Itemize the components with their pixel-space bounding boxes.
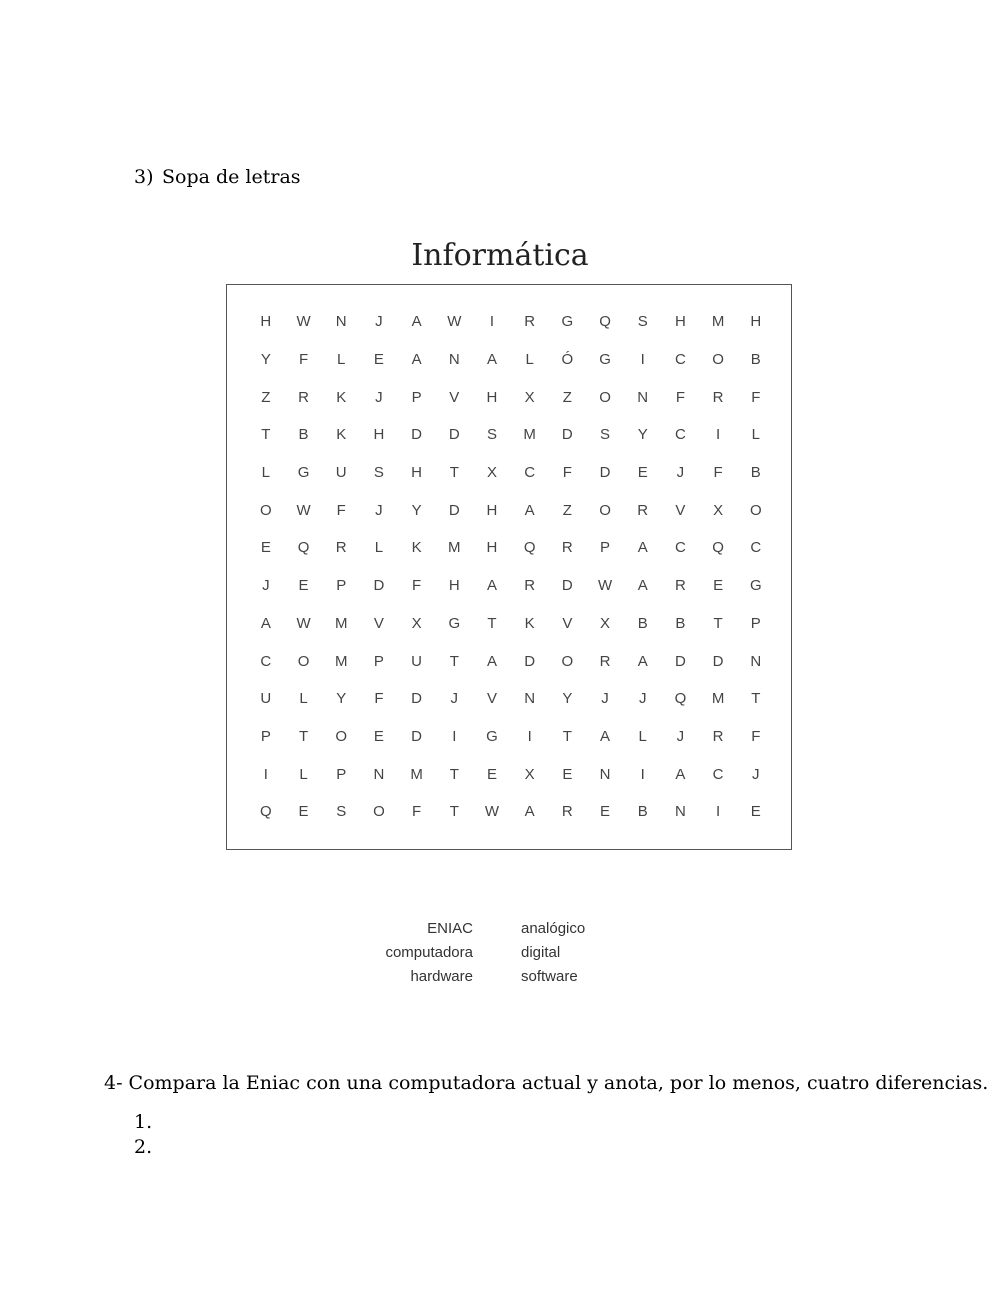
grid-cell[interactable]: E xyxy=(373,351,384,369)
grid-cell[interactable]: X xyxy=(524,765,535,783)
grid-cell[interactable]: Y xyxy=(562,690,573,708)
grid-cell[interactable]: A xyxy=(524,501,535,519)
grid-cell[interactable]: K xyxy=(336,426,347,444)
grid-cell[interactable]: G xyxy=(749,577,762,595)
grid-cell[interactable]: P xyxy=(411,388,422,406)
grid-cell[interactable]: S xyxy=(637,313,648,331)
word-list-item: ENIAC xyxy=(427,920,473,937)
grid-cell[interactable]: H xyxy=(260,313,272,331)
grid-cell[interactable]: P xyxy=(336,765,347,783)
grid-cell[interactable]: B xyxy=(637,803,648,821)
grid-cell[interactable]: J xyxy=(676,727,685,745)
grid-cell[interactable]: O xyxy=(260,501,272,519)
grid-cell[interactable]: E xyxy=(373,727,384,745)
grid-cell[interactable]: P xyxy=(373,652,384,670)
grid-cell[interactable]: I xyxy=(527,727,532,745)
grid-cell[interactable]: H xyxy=(750,313,762,331)
grid-cell[interactable]: R xyxy=(712,388,724,406)
grid-cell[interactable]: J xyxy=(601,690,609,708)
grid-cell[interactable]: J xyxy=(638,690,647,708)
word-list-item: software xyxy=(521,968,578,985)
grid-cell[interactable]: P xyxy=(600,539,611,557)
grid-cell[interactable]: E xyxy=(298,577,309,595)
grid-cell[interactable]: S xyxy=(336,803,347,821)
grid-cell[interactable]: P xyxy=(336,577,347,595)
grid-cell[interactable]: L xyxy=(299,690,308,708)
grid-cell[interactable]: G xyxy=(448,614,461,632)
grid-cell[interactable]: H xyxy=(373,426,385,444)
grid-cell[interactable]: N xyxy=(335,313,347,331)
grid-cell[interactable]: M xyxy=(711,690,725,708)
grid-cell[interactable]: I xyxy=(640,351,645,369)
grid-cell[interactable]: E xyxy=(600,803,611,821)
grid-cell[interactable]: F xyxy=(562,464,572,482)
grid-cell[interactable]: O xyxy=(749,501,762,519)
grid-cell[interactable]: A xyxy=(411,313,422,331)
grid-cell[interactable]: U xyxy=(411,652,423,670)
grid-cell[interactable]: P xyxy=(260,727,271,745)
grid-cell[interactable]: O xyxy=(297,652,310,670)
grid-cell[interactable]: R xyxy=(524,577,536,595)
grid-cell[interactable]: A xyxy=(637,652,648,670)
grid-cell[interactable]: E xyxy=(637,464,648,482)
grid-cell[interactable]: E xyxy=(260,539,271,557)
grid-cell[interactable]: T xyxy=(449,765,459,783)
grid-cell[interactable]: C xyxy=(674,351,686,369)
grid-cell[interactable]: T xyxy=(487,614,497,632)
grid-cell[interactable]: J xyxy=(262,577,270,595)
grid-cell[interactable]: Q xyxy=(297,539,310,557)
grid-cell[interactable]: M xyxy=(711,313,725,331)
grid-cell[interactable]: E xyxy=(713,577,724,595)
grid-cell[interactable]: C xyxy=(712,765,724,783)
grid-cell[interactable]: L xyxy=(525,351,534,369)
grid-cell[interactable]: D xyxy=(561,577,573,595)
grid-cell[interactable]: D xyxy=(448,501,460,519)
grid-cell[interactable]: O xyxy=(599,501,611,519)
grid-cell[interactable]: E xyxy=(750,803,761,821)
grid-cell[interactable]: L xyxy=(261,464,271,482)
grid-cell[interactable]: K xyxy=(336,388,347,406)
grid-cell[interactable]: A xyxy=(524,803,535,821)
grid-cell[interactable]: J xyxy=(676,464,685,482)
grid-cell[interactable]: F xyxy=(751,727,761,745)
grid-cell[interactable]: T xyxy=(449,464,459,482)
grid-cell[interactable]: L xyxy=(337,351,346,369)
grid-cell[interactable]: T xyxy=(562,727,572,745)
grid-cell[interactable]: J xyxy=(752,765,760,783)
grid-cell[interactable]: N xyxy=(674,803,686,821)
grid-cell[interactable]: D xyxy=(524,652,536,670)
answer-item-2: 2. xyxy=(134,1136,153,1158)
section-3-title: Sopa de letras xyxy=(162,166,301,188)
grid-cell[interactable]: F xyxy=(374,690,384,708)
grid-cell[interactable]: H xyxy=(486,388,498,406)
grid-cell[interactable]: F xyxy=(713,464,723,482)
grid-cell[interactable]: D xyxy=(561,426,573,444)
grid-cell[interactable]: L xyxy=(374,539,384,557)
grid-cell[interactable]: D xyxy=(674,652,686,670)
grid-cell[interactable]: W xyxy=(484,803,500,821)
grid-cell[interactable]: F xyxy=(412,577,422,595)
grid-cell[interactable]: C xyxy=(260,652,272,670)
grid-cell[interactable]: R xyxy=(298,388,309,406)
section-3-number: 3) xyxy=(134,166,154,188)
grid-cell[interactable]: Q xyxy=(712,539,724,557)
grid-cell[interactable]: K xyxy=(524,614,535,632)
grid-cell[interactable]: J xyxy=(375,313,383,331)
grid-cell[interactable]: W xyxy=(296,501,311,519)
grid-cell[interactable]: L xyxy=(299,765,308,783)
word-search-grid xyxy=(247,303,775,831)
grid-cell[interactable]: P xyxy=(750,614,761,632)
grid-cell[interactable]: N xyxy=(373,765,385,783)
grid-cell[interactable]: Q xyxy=(674,690,687,708)
grid-cell[interactable]: C xyxy=(750,539,762,557)
grid-cell[interactable]: Z xyxy=(562,388,572,406)
grid-cell[interactable]: E xyxy=(298,803,309,821)
grid-cell[interactable]: D xyxy=(712,652,724,670)
grid-cell[interactable]: F xyxy=(412,803,422,821)
grid-cell[interactable]: Q xyxy=(260,803,272,821)
grid-cell[interactable]: B xyxy=(637,614,648,632)
grid-cell[interactable]: R xyxy=(561,539,573,557)
grid-cell[interactable]: G xyxy=(486,727,498,745)
grid-cell[interactable]: M xyxy=(523,426,536,444)
grid-cell[interactable]: A xyxy=(637,577,648,595)
grid-cell[interactable]: Z xyxy=(261,388,271,406)
grid-cell[interactable]: A xyxy=(411,351,422,369)
grid-cell[interactable]: X xyxy=(600,614,611,632)
grid-cell[interactable]: F xyxy=(675,388,685,406)
grid-cell[interactable]: T xyxy=(751,690,761,708)
grid-cell[interactable]: U xyxy=(260,690,272,708)
grid-cell[interactable]: V xyxy=(486,690,497,708)
grid-cell[interactable]: G xyxy=(561,313,574,331)
grid-cell[interactable]: B xyxy=(298,426,309,444)
grid-cell[interactable]: E xyxy=(562,765,573,783)
grid-cell[interactable]: H xyxy=(411,464,423,482)
grid-cell[interactable]: T xyxy=(713,614,723,632)
grid-cell[interactable]: R xyxy=(335,539,347,557)
grid-cell[interactable]: S xyxy=(486,426,497,444)
grid-cell[interactable]: D xyxy=(411,727,423,745)
grid-cell[interactable]: C xyxy=(674,539,686,557)
grid-cell[interactable]: A xyxy=(486,652,497,670)
grid-cell[interactable]: V xyxy=(675,501,686,519)
puzzle-title: Informática xyxy=(411,238,589,273)
grid-cell[interactable]: I xyxy=(452,727,457,745)
grid-cell[interactable]: H xyxy=(674,313,686,331)
grid-cell[interactable]: J xyxy=(450,690,459,708)
grid-cell[interactable]: O xyxy=(712,351,724,369)
grid-cell[interactable]: U xyxy=(335,464,347,482)
grid-cell[interactable]: W xyxy=(296,614,311,632)
word-list-left-column xyxy=(273,918,473,990)
section-3-heading xyxy=(134,166,301,188)
grid-cell[interactable]: M xyxy=(334,652,348,670)
grid-cell[interactable]: B xyxy=(675,614,686,632)
grid-cell[interactable]: S xyxy=(600,426,611,444)
grid-cell[interactable]: O xyxy=(599,388,611,406)
grid-cell[interactable]: Z xyxy=(562,501,572,519)
grid-cell[interactable]: D xyxy=(448,426,460,444)
grid-cell[interactable]: X xyxy=(486,464,497,482)
grid-cell[interactable]: W xyxy=(597,577,613,595)
grid-cell[interactable]: D xyxy=(411,690,423,708)
grid-cell[interactable]: Ó xyxy=(561,351,574,369)
grid-cell[interactable]: T xyxy=(449,652,459,670)
grid-cell[interactable]: Y xyxy=(637,426,648,444)
grid-cell[interactable]: H xyxy=(486,539,498,557)
grid-cell[interactable]: X xyxy=(524,388,535,406)
grid-cell[interactable]: O xyxy=(335,727,348,745)
answer-list xyxy=(134,1110,152,1160)
grid-cell[interactable]: R xyxy=(637,501,649,519)
grid-cell[interactable]: A xyxy=(637,539,648,557)
grid-cell[interactable]: Y xyxy=(260,351,271,369)
grid-cell[interactable]: N xyxy=(599,765,611,783)
word-search-grid-box xyxy=(226,284,792,850)
grid-cell[interactable]: V xyxy=(449,388,460,406)
grid-cell[interactable]: H xyxy=(448,577,460,595)
grid-cell[interactable]: L xyxy=(638,727,647,745)
grid-cell[interactable]: E xyxy=(486,765,497,783)
grid-cell[interactable]: O xyxy=(373,803,385,821)
grid-cell[interactable]: I xyxy=(489,313,495,331)
grid-cell[interactable]: C xyxy=(674,426,686,444)
grid-cell[interactable]: H xyxy=(486,501,498,519)
grid-cell[interactable]: F xyxy=(298,351,309,369)
grid-cell[interactable]: I xyxy=(263,765,268,783)
grid-cell[interactable]: D xyxy=(411,426,423,444)
grid-cell[interactable]: G xyxy=(599,351,611,369)
grid-cell[interactable]: C xyxy=(524,464,536,482)
grid-cell[interactable]: Q xyxy=(523,539,536,557)
grid-cell[interactable]: T xyxy=(298,727,309,745)
grid-cell[interactable]: T xyxy=(449,803,459,821)
word-list-right-column xyxy=(521,918,721,990)
grid-cell[interactable]: I xyxy=(716,426,721,444)
grid-cell[interactable]: J xyxy=(375,501,383,519)
grid-cell[interactable]: J xyxy=(375,388,383,406)
grid-cell[interactable]: A xyxy=(486,577,497,595)
grid-cell[interactable]: B xyxy=(750,351,761,369)
grid-cell[interactable]: M xyxy=(334,614,348,632)
grid-cell[interactable]: M xyxy=(448,539,461,557)
grid-cell[interactable]: A xyxy=(260,614,271,632)
grid-cell[interactable]: F xyxy=(751,388,761,406)
grid-cell[interactable]: F xyxy=(336,501,346,519)
grid-cell[interactable]: L xyxy=(751,426,760,444)
grid-cell[interactable]: R xyxy=(674,577,686,595)
grid-cell[interactable]: B xyxy=(750,464,761,482)
grid-cell[interactable]: N xyxy=(448,351,460,369)
grid-cell[interactable]: W xyxy=(296,313,311,331)
grid-cell[interactable]: R xyxy=(561,803,573,821)
word-list-item: computadora xyxy=(385,944,473,961)
grid-cell[interactable]: T xyxy=(261,426,271,444)
grid-cell[interactable]: X xyxy=(713,501,724,519)
grid-cell[interactable]: V xyxy=(562,614,573,632)
grid-cell[interactable]: R xyxy=(524,313,536,331)
grid-cell[interactable]: D xyxy=(373,577,385,595)
grid-cell[interactable]: I xyxy=(640,765,645,783)
grid-cell[interactable]: K xyxy=(411,539,422,557)
grid-cell[interactable]: N xyxy=(637,388,649,406)
grid-cell[interactable]: R xyxy=(599,652,611,670)
word-list-item: hardware xyxy=(410,968,473,985)
answer-item-1: 1. xyxy=(134,1111,153,1133)
grid-cell[interactable]: O xyxy=(561,652,574,670)
grid-cell[interactable]: X xyxy=(411,614,422,632)
grid-cell[interactable]: D xyxy=(599,464,611,482)
word-list-item: analógico xyxy=(521,920,586,937)
grid-cell[interactable]: A xyxy=(600,727,611,745)
grid-cell[interactable]: Y xyxy=(411,501,422,519)
section-4-question: 4- Compara la Eniac con una computadora actual y anota, por lo menos, cuatro diferencias. xyxy=(104,1072,989,1094)
grid-cell[interactable]: R xyxy=(712,727,724,745)
grid-cell[interactable]: G xyxy=(297,464,310,482)
grid-cell[interactable]: V xyxy=(373,614,384,632)
grid-cell[interactable]: Y xyxy=(336,690,347,708)
word-list-item: digital xyxy=(521,944,561,961)
grid-cell[interactable]: N xyxy=(524,690,536,708)
grid-cell[interactable]: S xyxy=(373,464,384,482)
grid-cell[interactable]: A xyxy=(675,765,686,783)
grid-cell[interactable]: A xyxy=(486,351,497,369)
grid-cell[interactable]: W xyxy=(447,313,462,331)
grid-cell[interactable]: M xyxy=(410,765,423,783)
grid-cell[interactable]: N xyxy=(750,652,762,670)
grid-cell[interactable]: Q xyxy=(599,313,611,331)
grid-cell[interactable]: I xyxy=(716,803,721,821)
